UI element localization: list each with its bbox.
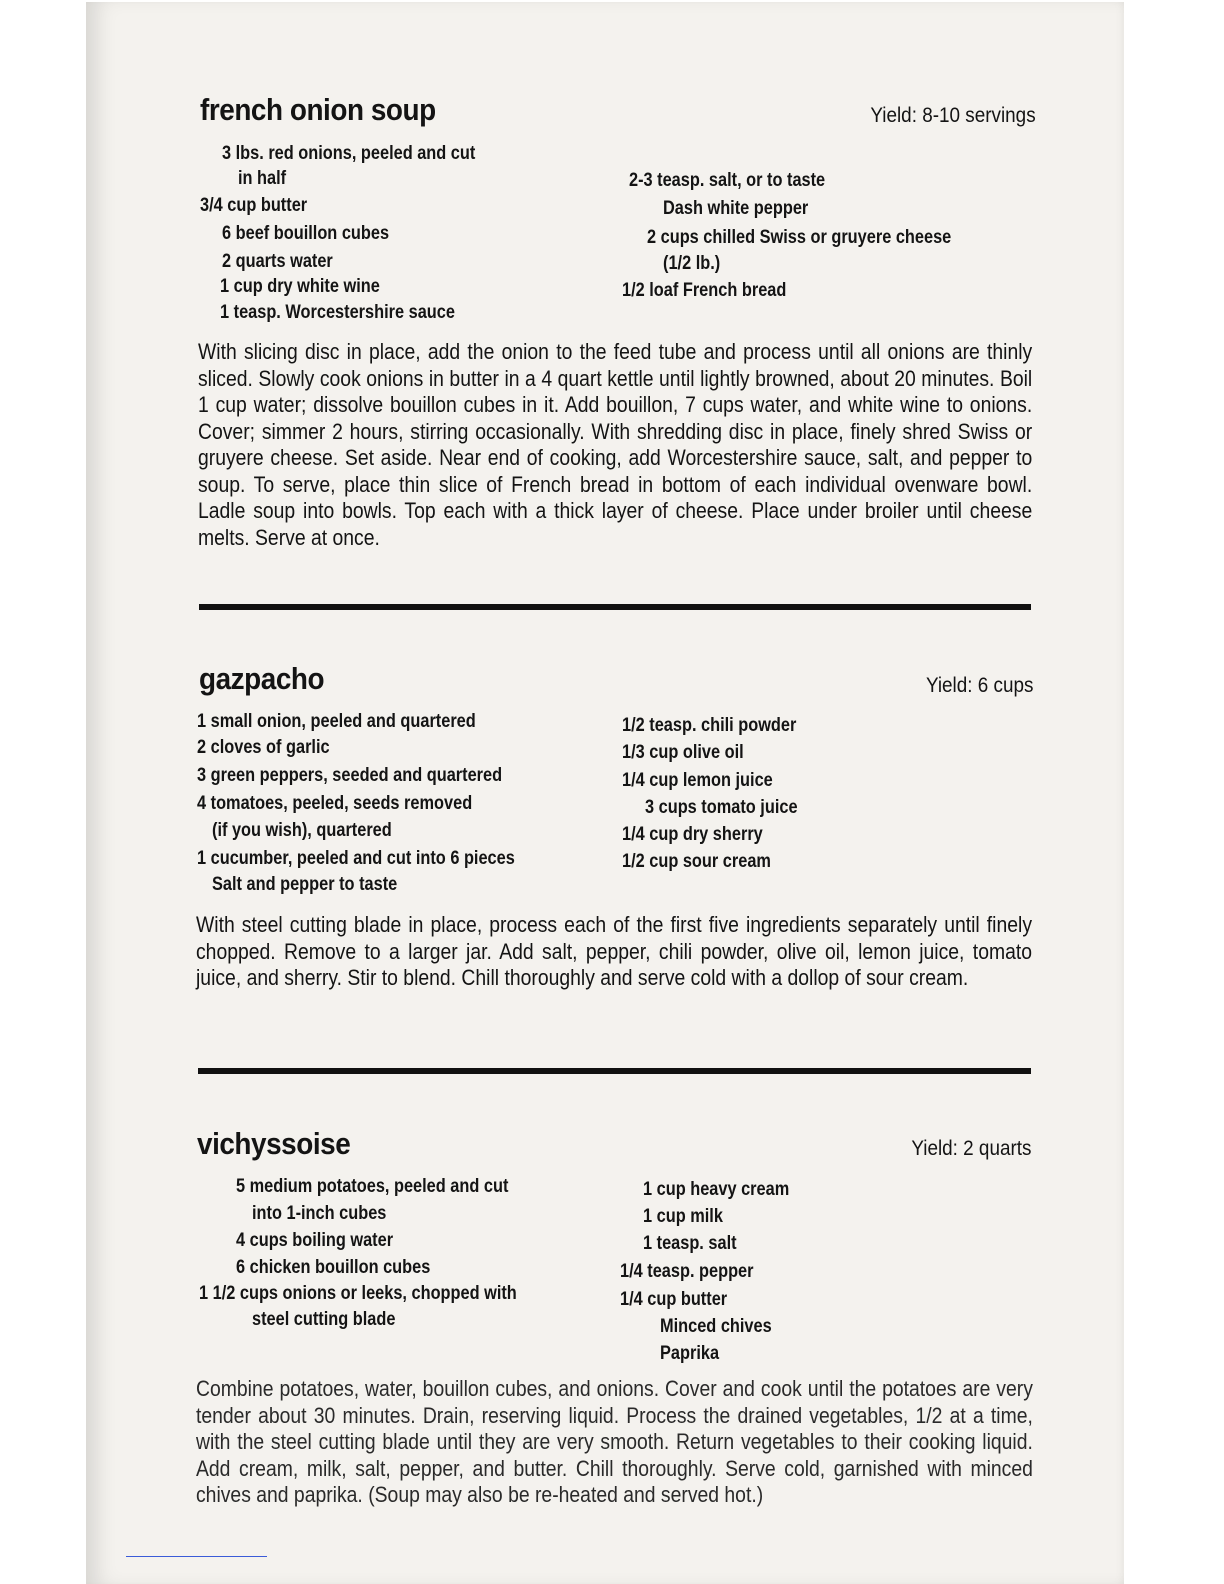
recipe-directions: With slicing disc in place, add the onion to the feed tube and process until all onions are thinly sliced. Slowly cook onions in butter in a 4 quart kettle until lightly browned, about 20 minutes. Boil 1 cup water; dissolve bouillon cubes in it. Add bouillon, 7 cups water, and white wine to onions. Cover; simmer 2 hours, stirring occasionally. With shredding disc in place, finely shred Swiss or gruyere cheese. Set aside. Near end of cooking, add Worcestershire sauce, salt, and pepper to soup. To serve, place thin slice of French bread in bottom of each individual ovenware bowl. Ladle soup into bowls. Top each with a thick layer of cheese. Place under broiler until cheese melts. Serve at once. xyxy=(198,339,1033,550)
recipe-title: french onion soup xyxy=(200,92,436,127)
recipe-yield: Yield: 2 quarts xyxy=(910,1137,1031,1160)
recipe-title: vichyssoise xyxy=(197,1126,351,1161)
ingredient: 1 1/2 cups onions or leeks, chopped with xyxy=(199,1283,517,1304)
ingredient: Minced chives xyxy=(660,1316,772,1337)
ingredient: 1/4 teasp. pepper xyxy=(620,1261,754,1282)
ingredient: 5 medium potatoes, peeled and cut xyxy=(236,1176,509,1197)
recipe-title: gazpacho xyxy=(199,661,325,696)
ingredient: 3 green peppers, seeded and quartered xyxy=(197,765,503,786)
footer-link-underline xyxy=(126,1556,267,1557)
ingredient: 1 cup milk xyxy=(643,1206,723,1227)
section-divider xyxy=(199,604,1031,610)
ingredient: 6 chicken bouillon cubes xyxy=(236,1257,431,1278)
ingredient: 3/4 cup butter xyxy=(200,195,308,216)
ingredient: 1 teasp. salt xyxy=(643,1233,737,1254)
ingredient: 1/2 teasp. chili powder xyxy=(622,715,797,736)
ingredient: 1 teasp. Worcestershire sauce xyxy=(220,302,455,323)
ingredient: 2 quarts water xyxy=(222,251,333,272)
section-divider xyxy=(198,1068,1031,1074)
recipe-yield: Yield: 6 cups xyxy=(925,674,1033,697)
ingredient: 4 cups boiling water xyxy=(236,1230,394,1251)
ingredient: 1/4 cup butter xyxy=(620,1289,728,1310)
ingredient: 3 lbs. red onions, peeled and cut xyxy=(222,143,476,164)
ingredient: 6 beef bouillon cubes xyxy=(222,223,390,244)
recipe-directions: Combine potatoes, water, bouillon cubes, and onions. Cover and cook until the potatoes are very tender about 30 minutes. Drain, reserving liquid. Process the drained vegetables, 1/2 at a time, with the steel cutting blade until they are very smooth. Return vegetables to their cooking liquid. Add cream, milk, salt, pepper, and butter. Chill thoroughly. Serve cold, garnished with minced chives and paprika. (Soup may also be re-heated and served hot.) xyxy=(196,1376,1033,1507)
ingredient: 1/4 cup lemon juice xyxy=(622,770,773,791)
ingredient: 3 cups tomato juice xyxy=(645,797,798,818)
ingredient: 1 cucumber, peeled and cut into 6 pieces xyxy=(197,848,515,869)
ingredient: in half xyxy=(238,168,287,189)
ingredient: 1/2 loaf French bread xyxy=(622,280,787,301)
ingredient: 1 cup heavy cream xyxy=(643,1179,790,1200)
recipe-directions: With steel cutting blade in place, process each of the first five ingredients separately until finely chopped. Remove to a larger jar. Add salt, pepper, chili powder, olive oil, lemon juice, tomato juice, and sherry. Stir to blend. Chill thoroughly and serve cold with a dollop of sour cream. xyxy=(196,912,1032,990)
recipe-yield: Yield: 8-10 servings xyxy=(870,104,1036,127)
ingredient: 2 cloves of garlic xyxy=(197,737,330,758)
ingredient: 4 tomatoes, peeled, seeds removed xyxy=(197,793,473,814)
ingredient: 1 cup dry white wine xyxy=(220,276,380,297)
ingredient: steel cutting blade xyxy=(252,1309,396,1330)
ingredient: Paprika xyxy=(660,1343,720,1364)
ingredient: 1/3 cup olive oil xyxy=(622,742,744,763)
ingredient: 2 cups chilled Swiss or gruyere cheese xyxy=(647,227,952,248)
ingredient: 1/4 cup dry sherry xyxy=(622,824,763,845)
ingredient: (1/2 lb.) xyxy=(663,253,721,274)
ingredient: 2-3 teasp. salt, or to taste xyxy=(629,170,826,191)
ingredient: 1/2 cup sour cream xyxy=(622,851,771,872)
ingredient: (if you wish), quartered xyxy=(212,820,392,841)
ingredient: Dash white pepper xyxy=(663,198,809,219)
ingredient: Salt and pepper to taste xyxy=(212,874,398,895)
ingredient: 1 small onion, peeled and quartered xyxy=(197,711,476,732)
ingredient: into 1-inch cubes xyxy=(252,1203,387,1224)
